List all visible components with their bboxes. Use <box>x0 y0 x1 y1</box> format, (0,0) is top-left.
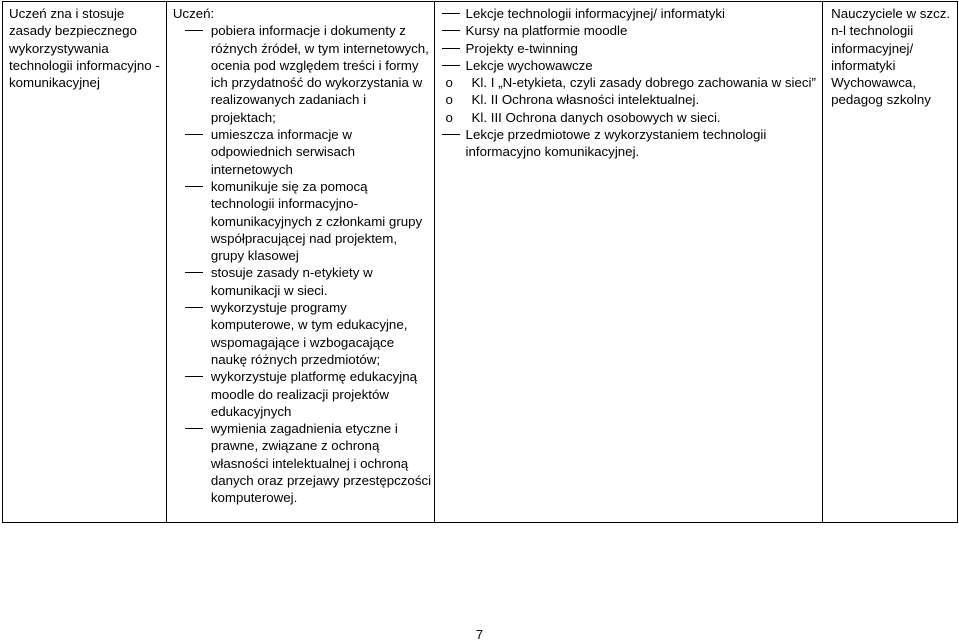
dash-bullet-icon <box>442 30 460 31</box>
table-cell-outcomes <box>167 2 435 522</box>
sub-list-item <box>440 109 821 126</box>
list-item <box>173 22 432 126</box>
list-item <box>440 126 821 161</box>
circle-bullet-icon: o <box>445 75 453 91</box>
sub-list-item-text: Kl. I „N-etykieta, czyli zasady dobrego zachowania w sieci” <box>471 75 816 91</box>
dash-bullet-icon <box>442 48 460 49</box>
dash-bullet-icon <box>185 30 203 31</box>
list-item-text: komunikuje się za pomocą technologii informacyjno-komunikacyjnych z członkami grupy współpracującej nad projektem, grupy klasowej <box>210 178 423 264</box>
responsible-text: Nauczyciele w szcz. n-l technologii informacyjnej/ informatyki Wychowawca, pedagog szkolny <box>831 6 951 108</box>
list-item <box>173 368 432 420</box>
dash-bullet-icon <box>185 186 203 187</box>
list-item-text: Lekcje wychowawcze <box>465 57 593 73</box>
dash-bullet-icon <box>185 272 203 273</box>
list-item-text: umieszcza informacje w odpowiednich serwisach internetowych <box>210 127 355 177</box>
list-item-text: pobiera informacje i dokumenty z różnych źródeł, w tym internetowych, ocenia pod względem treści i formy ich przydatność do wykorzystania w realizowanych zadaniach i projektach; <box>210 23 429 125</box>
list-item <box>440 57 821 74</box>
list-item <box>173 178 432 264</box>
list-item-text: stosuje zasady n-etykiety w komunikacji w sieci. <box>210 265 373 298</box>
dash-bullet-icon <box>442 13 460 14</box>
list-item <box>440 40 821 57</box>
list-item-text: Lekcje przedmiotowe z wykorzystaniem technologii informacyjno komunikacyjnej. <box>465 127 767 160</box>
sub-list-item <box>440 91 821 108</box>
table-cell-topic <box>3 2 167 522</box>
dash-bullet-icon <box>185 307 203 308</box>
dash-bullet-icon <box>185 376 203 377</box>
list-item-text: Lekcje technologii informacyjnej/ informatyki <box>465 6 725 21</box>
list-item-text: wykorzystuje platformę edukacyjną moodle do realizacji projektów edukacyjnych <box>210 369 418 419</box>
circle-bullet-icon: o <box>445 109 453 125</box>
list-item-text: wymienia zagadnienia etyczne i prawne, związane z ochroną własności intelektualnej i ochroną danych oraz przejawy przestępczości komputerowej. <box>210 421 432 506</box>
list-item <box>440 22 821 39</box>
outcomes-heading: Uczeń: <box>172 6 215 21</box>
list-item <box>173 299 432 368</box>
table-cell-methods <box>435 2 824 522</box>
list-item <box>173 264 432 299</box>
list-item-text: Kursy na platformie moodle <box>465 23 628 39</box>
sub-list-item-text: Kl. III Ochrona danych osobowych w sieci. <box>471 109 721 125</box>
list-item <box>173 420 432 506</box>
dash-bullet-icon <box>442 65 460 66</box>
circle-bullet-icon: o <box>445 92 453 108</box>
dash-bullet-icon <box>185 134 203 135</box>
content-table <box>2 1 958 523</box>
list-item-text: Projekty e-twinning <box>465 40 578 56</box>
sub-list-item-text: Kl. II Ochrona własności intelektualnej. <box>471 92 700 108</box>
dash-bullet-icon <box>185 428 203 429</box>
page-number: 7 <box>475 627 484 642</box>
sub-list-item <box>440 74 821 91</box>
list-item-text: wykorzystuje programy komputerowe, w tym edukacyjne, wspomagające i wzbogacające naukę różnych przedmiotów; <box>210 300 408 367</box>
list-item <box>173 126 432 178</box>
dash-bullet-icon <box>442 134 460 135</box>
table-cell-responsible <box>823 2 958 522</box>
topic-text: Uczeń zna i stosuje zasady bezpiecznego wykorzystywania technologii informacyjno - komunikacyjnej <box>9 6 160 91</box>
list-item <box>440 5 821 22</box>
